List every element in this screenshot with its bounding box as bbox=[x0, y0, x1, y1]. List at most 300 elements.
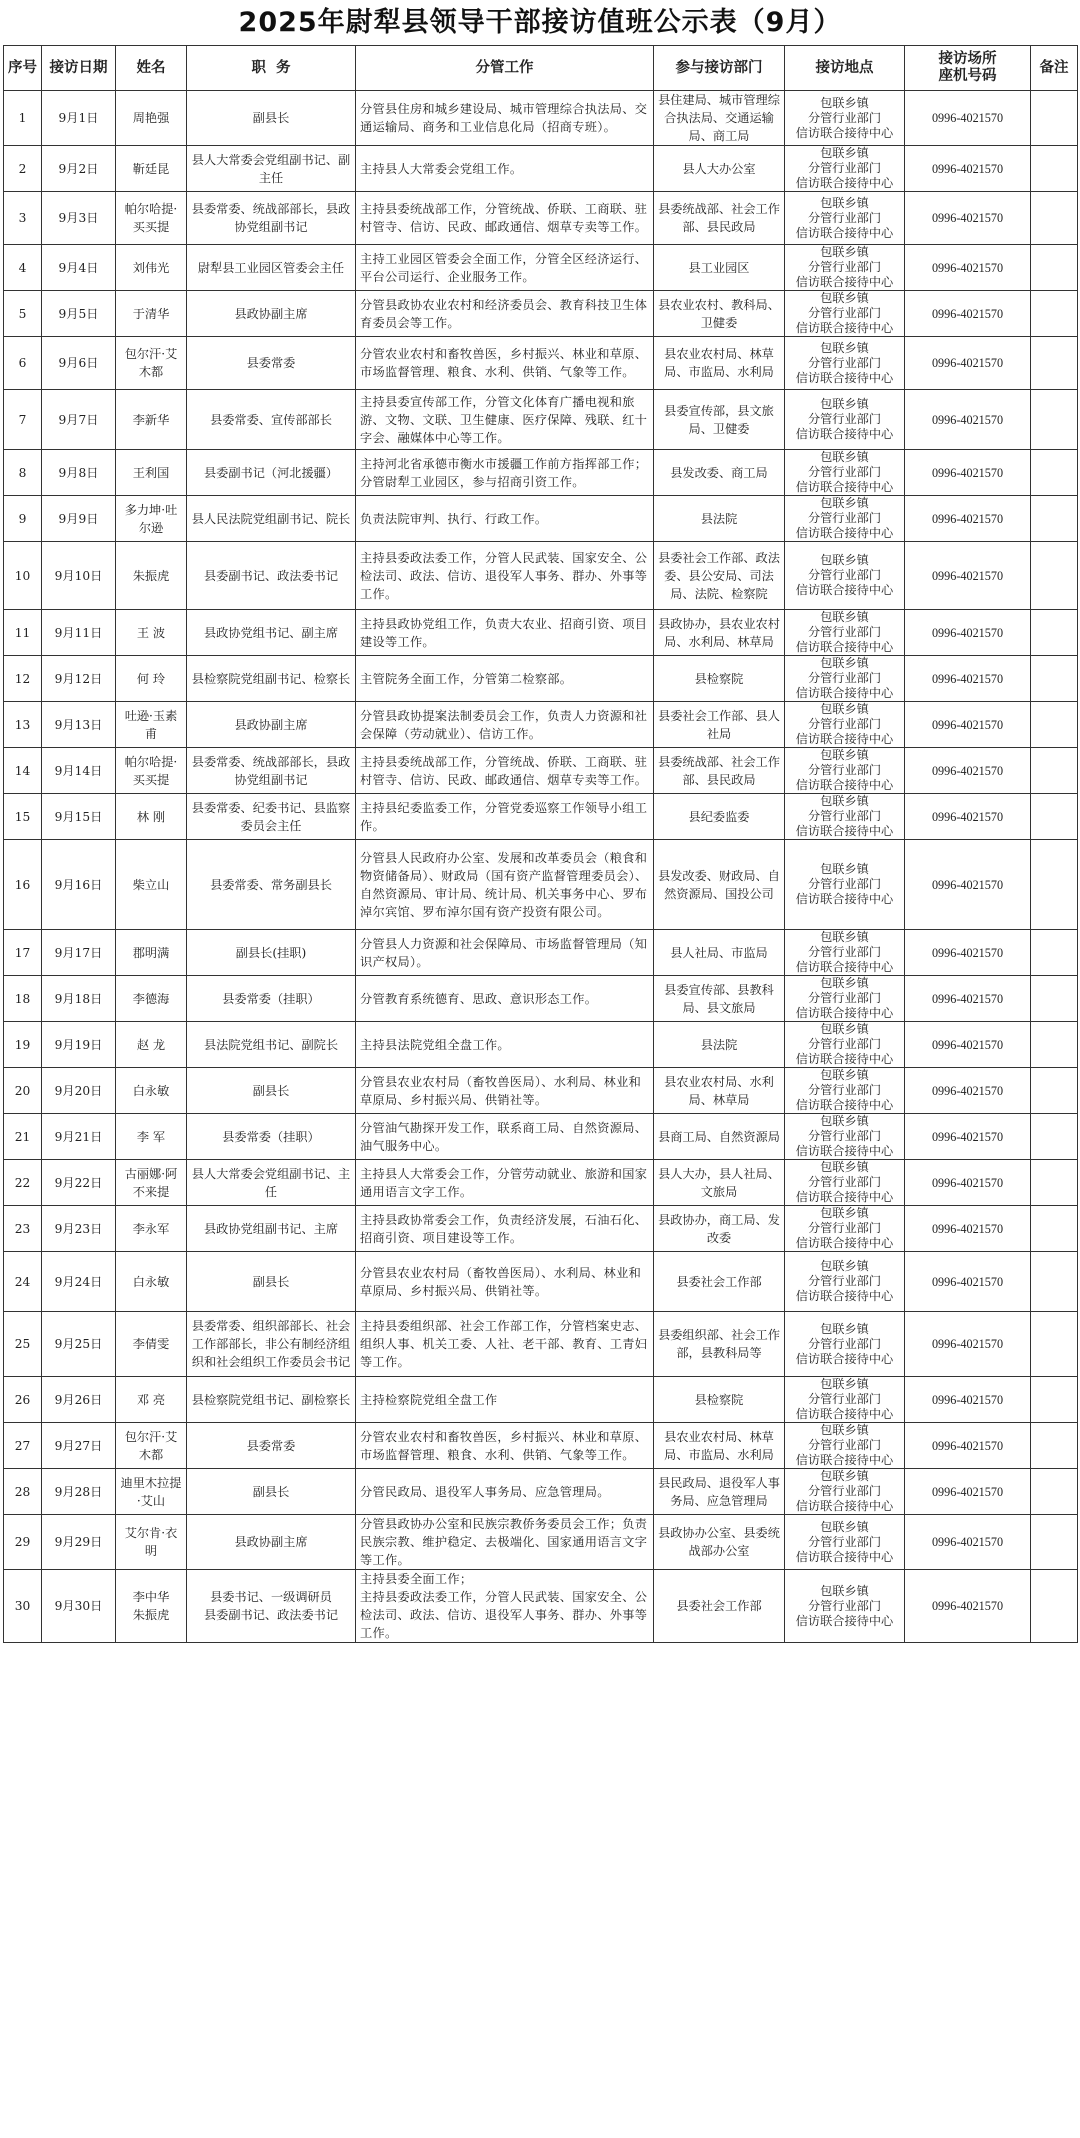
cell-phone: 0996-4021570 bbox=[905, 146, 1031, 192]
cell-name: 李德海 bbox=[116, 976, 187, 1022]
cell-phone: 0996-4021570 bbox=[905, 291, 1031, 337]
location-line: 信访联合接待中心 bbox=[795, 125, 894, 140]
cell-location bbox=[785, 450, 905, 496]
cell-phone: 0996-4021570 bbox=[905, 1377, 1031, 1423]
cell-name: 柴立山 bbox=[116, 840, 187, 930]
header-departments: 参与接访部门 bbox=[654, 46, 785, 91]
location-line: 包联乡镇 bbox=[820, 1377, 869, 1391]
cell-phone: 0996-4021570 bbox=[905, 1570, 1031, 1643]
location-line: 信访联合接待中心 bbox=[795, 732, 894, 746]
table-row bbox=[4, 91, 1078, 146]
cell-seq: 14 bbox=[4, 748, 42, 794]
location-line: 信访联合接待中心 bbox=[795, 686, 894, 700]
cell-phone: 0996-4021570 bbox=[905, 1022, 1031, 1068]
cell-position: 县委常委、宣传部部长 bbox=[187, 390, 356, 450]
cell-date: 9月29日 bbox=[42, 1515, 116, 1570]
cell-duties: 主持工业园区管委会全面工作，分管全区经济运行、平台公司运行、企业服务工作。 bbox=[356, 245, 654, 291]
cell-phone: 0996-4021570 bbox=[905, 1160, 1031, 1206]
cell-position: 县政协副主席 bbox=[187, 1515, 356, 1570]
cell-location bbox=[785, 1068, 905, 1114]
cell-date: 9月25日 bbox=[42, 1312, 116, 1377]
table-row bbox=[4, 245, 1078, 291]
location-line: 包联乡镇 bbox=[820, 1068, 869, 1082]
cell-departments: 县民政局、退役军人事务局、应急管理局 bbox=[654, 1469, 785, 1515]
location-line: 信访联合接待中心 bbox=[795, 1098, 894, 1112]
cell-phone: 0996-4021570 bbox=[905, 192, 1031, 245]
location-line: 包联乡镇 bbox=[820, 245, 869, 259]
location-line: 分管行业部门 bbox=[807, 1392, 882, 1406]
cell-date: 9月16日 bbox=[42, 840, 116, 930]
location-line: 包联乡镇 bbox=[820, 862, 869, 876]
cell-location bbox=[785, 1377, 905, 1423]
cell-location bbox=[785, 656, 905, 702]
cell-name: 李中华 朱振虎 bbox=[116, 1570, 187, 1643]
location-line: 分管行业部门 bbox=[807, 991, 882, 1005]
cell-seq: 3 bbox=[4, 192, 42, 245]
cell-position: 县委常委、组织部部长、社会工作部部长，非公有制经济组织和社会组织工作委员会书记 bbox=[187, 1312, 356, 1377]
location-line: 分管行业部门 bbox=[807, 110, 882, 125]
location-line: 信访联合接待中心 bbox=[795, 1453, 894, 1467]
cell-duties: 主持县政协常委会工作，负责经济发展，石油石化、招商引资、项目建设等工作。 bbox=[356, 1206, 654, 1252]
location-line: 信访联合接待中心 bbox=[795, 480, 894, 494]
location-line: 包联乡镇 bbox=[820, 656, 869, 670]
table-row bbox=[4, 496, 1078, 542]
location-line: 信访联合接待中心 bbox=[795, 370, 894, 385]
cell-position: 县政协党组副书记、主席 bbox=[187, 1206, 356, 1252]
cell-phone: 0996-4021570 bbox=[905, 337, 1031, 390]
cell-seq: 4 bbox=[4, 245, 42, 291]
table-row bbox=[4, 840, 1078, 930]
cell-departments: 县人社局、市监局 bbox=[654, 930, 785, 976]
cell-position: 县委书记、一级调研员 县委副书记、政法委书记 bbox=[187, 1570, 356, 1643]
location-line: 包联乡镇 bbox=[820, 496, 869, 510]
location-line: 分管行业部门 bbox=[807, 877, 882, 891]
cell-phone: 0996-4021570 bbox=[905, 794, 1031, 840]
table-row bbox=[4, 1022, 1078, 1068]
cell-phone: 0996-4021570 bbox=[905, 748, 1031, 794]
location-line: 分管行业部门 bbox=[807, 412, 882, 426]
cell-date: 9月30日 bbox=[42, 1570, 116, 1643]
table-row bbox=[4, 1377, 1078, 1423]
location-line: 包联乡镇 bbox=[820, 340, 869, 355]
cell-departments: 县政协办，商工局、发改委 bbox=[654, 1206, 785, 1252]
cell-departments: 县人大办公室 bbox=[654, 146, 785, 192]
cell-name: 李 军 bbox=[116, 1114, 187, 1160]
cell-remarks bbox=[1031, 450, 1078, 496]
cell-date: 9月3日 bbox=[42, 192, 116, 245]
cell-name: 王 波 bbox=[116, 610, 187, 656]
cell-location bbox=[785, 91, 905, 146]
location-line: 信访联合接待中心 bbox=[795, 640, 894, 654]
table-row bbox=[4, 610, 1078, 656]
cell-departments: 县委社会工作部、政法委、县公安局、司法局、法院、检察院 bbox=[654, 542, 785, 610]
location-line: 分管行业部门 bbox=[807, 355, 882, 370]
cell-seq: 17 bbox=[4, 930, 42, 976]
cell-date: 9月26日 bbox=[42, 1377, 116, 1423]
cell-duties: 主管院务全面工作，分管第二检察部。 bbox=[356, 656, 654, 702]
cell-date: 9月9日 bbox=[42, 496, 116, 542]
cell-duties: 主持县政协党组工作，负责大农业、招商引资、项目建设等工作。 bbox=[356, 610, 654, 656]
cell-location bbox=[785, 245, 905, 291]
location-line: 包联乡镇 bbox=[820, 1469, 869, 1483]
header-location: 接访地点 bbox=[785, 46, 905, 91]
cell-location bbox=[785, 748, 905, 794]
cell-name: 艾尔肯·衣明 bbox=[116, 1515, 187, 1570]
cell-location bbox=[785, 1114, 905, 1160]
cell-duties: 主持检察院党组全盘工作 bbox=[356, 1377, 654, 1423]
cell-name: 吐逊·玉素甫 bbox=[116, 702, 187, 748]
cell-duties: 分管油气勘探开发工作，联系商工局、自然资源局、油气服务中心。 bbox=[356, 1114, 654, 1160]
location-line: 信访联合接待中心 bbox=[795, 427, 894, 441]
cell-remarks bbox=[1031, 1377, 1078, 1423]
cell-seq: 23 bbox=[4, 1206, 42, 1252]
table-row bbox=[4, 976, 1078, 1022]
cell-name: 迪里木拉提·艾山 bbox=[116, 1469, 187, 1515]
cell-position: 尉犁县工业园区管委会主任 bbox=[187, 245, 356, 291]
cell-date: 9月14日 bbox=[42, 748, 116, 794]
cell-remarks bbox=[1031, 748, 1078, 794]
location-line: 信访联合接待中心 bbox=[795, 1236, 894, 1250]
cell-remarks bbox=[1031, 1423, 1078, 1469]
cell-date: 9月7日 bbox=[42, 390, 116, 450]
cell-date: 9月17日 bbox=[42, 930, 116, 976]
cell-remarks bbox=[1031, 245, 1078, 291]
cell-position: 县政协党组书记、副主席 bbox=[187, 610, 356, 656]
cell-seq: 25 bbox=[4, 1312, 42, 1377]
cell-remarks bbox=[1031, 91, 1078, 146]
cell-duties: 主持县人大常委会党组工作。 bbox=[356, 146, 654, 192]
table-row bbox=[4, 1206, 1078, 1252]
header-seq: 序号 bbox=[4, 46, 42, 91]
cell-location bbox=[785, 1312, 905, 1377]
cell-name: 何 玲 bbox=[116, 656, 187, 702]
location-line: 包联乡镇 bbox=[820, 1206, 869, 1220]
cell-remarks bbox=[1031, 1206, 1078, 1252]
cell-date: 9月6日 bbox=[42, 337, 116, 390]
cell-duties: 主持县委组织部、社会工作部工作，分管档案史志、组织人事、机关工委、人社、老干部、教育、工青妇等工作。 bbox=[356, 1312, 654, 1377]
location-line: 分管行业部门 bbox=[807, 568, 882, 582]
location-line: 包联乡镇 bbox=[820, 1583, 869, 1598]
cell-name: 包尔汗·艾木都 bbox=[116, 337, 187, 390]
cell-position: 副县长 bbox=[187, 1469, 356, 1515]
table-row bbox=[4, 1068, 1078, 1114]
cell-remarks bbox=[1031, 1312, 1078, 1377]
location-line: 分管行业部门 bbox=[807, 809, 882, 823]
cell-location bbox=[785, 496, 905, 542]
location-line: 信访联合接待中心 bbox=[795, 583, 894, 597]
cell-remarks bbox=[1031, 1252, 1078, 1312]
location-line: 分管行业部门 bbox=[807, 511, 882, 525]
location-line: 信访联合接待中心 bbox=[795, 225, 894, 240]
cell-position: 县委常委、常务副县长 bbox=[187, 840, 356, 930]
table-row bbox=[4, 794, 1078, 840]
cell-remarks bbox=[1031, 146, 1078, 192]
cell-position: 县人大常委会党组副书记、副主任 bbox=[187, 146, 356, 192]
cell-seq: 1 bbox=[4, 91, 42, 146]
location-line: 包联乡镇 bbox=[820, 794, 869, 808]
cell-location bbox=[785, 192, 905, 245]
cell-name: 白永敏 bbox=[116, 1252, 187, 1312]
cell-location bbox=[785, 291, 905, 337]
cell-name: 于清华 bbox=[116, 291, 187, 337]
location-line: 信访联合接待中心 bbox=[795, 1006, 894, 1020]
cell-name: 刘伟光 bbox=[116, 245, 187, 291]
cell-duties: 分管县政协办公室和民族宗教侨务委员会工作；负责民族宗教、维护稳定、去极端化、国家通用语言文字等工作。 bbox=[356, 1515, 654, 1570]
cell-position: 副县长 bbox=[187, 91, 356, 146]
cell-duties: 主持县人大常委会工作，分管劳动就业、旅游和国家通用语言文字工作。 bbox=[356, 1160, 654, 1206]
cell-seq: 30 bbox=[4, 1570, 42, 1643]
location-line: 分管行业部门 bbox=[807, 306, 882, 320]
cell-phone: 0996-4021570 bbox=[905, 1423, 1031, 1469]
table-row bbox=[4, 748, 1078, 794]
location-line: 分管行业部门 bbox=[807, 1129, 882, 1143]
cell-departments: 县发改委、财政局、自然资源局、国投公司 bbox=[654, 840, 785, 930]
table-row bbox=[4, 146, 1078, 192]
cell-position: 县委常委、统战部部长，县政协党组副书记 bbox=[187, 192, 356, 245]
table-row bbox=[4, 192, 1078, 245]
table-row bbox=[4, 1312, 1078, 1377]
cell-phone: 0996-4021570 bbox=[905, 840, 1031, 930]
cell-phone: 0996-4021570 bbox=[905, 542, 1031, 610]
cell-name: 帕尔哈提·买买提 bbox=[116, 192, 187, 245]
cell-date: 9月4日 bbox=[42, 245, 116, 291]
cell-location bbox=[785, 976, 905, 1022]
cell-phone: 0996-4021570 bbox=[905, 1068, 1031, 1114]
cell-seq: 10 bbox=[4, 542, 42, 610]
location-line: 包联乡镇 bbox=[820, 1321, 869, 1336]
cell-position: 县委常委 bbox=[187, 1423, 356, 1469]
location-line: 分管行业部门 bbox=[807, 1037, 882, 1051]
table-row bbox=[4, 656, 1078, 702]
cell-seq: 7 bbox=[4, 390, 42, 450]
location-line: 包联乡镇 bbox=[820, 1519, 869, 1534]
cell-departments: 县人大办，县人社局、文旅局 bbox=[654, 1160, 785, 1206]
cell-duties: 主持县委统战部工作，分管统战、侨联、工商联、驻村管寺、信访、民政、邮政通信、烟草专卖等工作。 bbox=[356, 192, 654, 245]
cell-seq: 8 bbox=[4, 450, 42, 496]
cell-location bbox=[785, 610, 905, 656]
cell-duties: 分管县人民政府办公室、发展和改革委员会（粮食和物资储备局）、财政局（国有资产监督管理委员会）、自然资源局、审计局、统计局、机关事务中心、罗布淖尔宾馆、罗布淖尔国有资产投资有限公司。 bbox=[356, 840, 654, 930]
cell-seq: 22 bbox=[4, 1160, 42, 1206]
location-line: 包联乡镇 bbox=[820, 702, 869, 716]
cell-location bbox=[785, 1423, 905, 1469]
cell-location bbox=[785, 390, 905, 450]
table-row bbox=[4, 1570, 1078, 1643]
cell-departments: 县委宣传部，县文旅局、卫健委 bbox=[654, 390, 785, 450]
cell-seq: 19 bbox=[4, 1022, 42, 1068]
cell-duties: 主持县纪委监委工作，分管党委巡察工作领导小组工作。 bbox=[356, 794, 654, 840]
cell-departments: 县工业园区 bbox=[654, 245, 785, 291]
cell-departments: 县住建局、城市管理综合执法局、交通运输局、商工局 bbox=[654, 91, 785, 146]
cell-location bbox=[785, 146, 905, 192]
cell-phone: 0996-4021570 bbox=[905, 1515, 1031, 1570]
cell-date: 9月5日 bbox=[42, 291, 116, 337]
header-name: 姓名 bbox=[116, 46, 187, 91]
cell-seq: 24 bbox=[4, 1252, 42, 1312]
cell-duties: 分管农业农村和畜牧兽医，乡村振兴、林业和草原、市场监督管理、粮食、水利、供销、气象等工作。 bbox=[356, 1423, 654, 1469]
location-line: 分管行业部门 bbox=[807, 1336, 882, 1351]
cell-duties: 分管教育系统德育、思政、意识形态工作。 bbox=[356, 976, 654, 1022]
cell-date: 9月1日 bbox=[42, 91, 116, 146]
cell-remarks bbox=[1031, 291, 1078, 337]
location-line: 信访联合接待中心 bbox=[795, 526, 894, 540]
table-row bbox=[4, 450, 1078, 496]
location-line: 分管行业部门 bbox=[807, 625, 882, 639]
cell-duties: 分管民政局、退役军人事务局、应急管理局。 bbox=[356, 1469, 654, 1515]
cell-duties: 负责法院审判、执行、行政工作。 bbox=[356, 496, 654, 542]
location-line: 包联乡镇 bbox=[820, 195, 869, 210]
location-line: 包联乡镇 bbox=[820, 610, 869, 624]
cell-remarks bbox=[1031, 1469, 1078, 1515]
location-line: 包联乡镇 bbox=[820, 1423, 869, 1437]
location-line: 分管行业部门 bbox=[807, 465, 882, 479]
location-line: 信访联合接待中心 bbox=[795, 824, 894, 838]
header-phone-line2: 座机号码 bbox=[938, 68, 997, 84]
location-line: 信访联合接待中心 bbox=[795, 892, 894, 906]
location-line: 信访联合接待中心 bbox=[795, 1499, 894, 1513]
cell-seq: 26 bbox=[4, 1377, 42, 1423]
cell-duties: 主持县委宣传部工作，分管文化体育广播电视和旅游、文物、文联、卫生健康、医疗保障、残联、红十字会、融媒体中心等工作。 bbox=[356, 390, 654, 450]
cell-seq: 20 bbox=[4, 1068, 42, 1114]
location-line: 信访联合接待中心 bbox=[795, 321, 894, 335]
cell-seq: 18 bbox=[4, 976, 42, 1022]
cell-seq: 28 bbox=[4, 1469, 42, 1515]
location-line: 包联乡镇 bbox=[820, 1022, 869, 1036]
cell-date: 9月20日 bbox=[42, 1068, 116, 1114]
cell-duties: 分管县农业农村局（畜牧兽医局）、水利局、林业和草原局、乡村振兴局、供销社等。 bbox=[356, 1068, 654, 1114]
cell-departments: 县委宣传部、县教科局、县文旅局 bbox=[654, 976, 785, 1022]
cell-departments: 县委社会工作部 bbox=[654, 1252, 785, 1312]
cell-remarks bbox=[1031, 1515, 1078, 1570]
cell-date: 9月27日 bbox=[42, 1423, 116, 1469]
location-line: 分管行业部门 bbox=[807, 717, 882, 731]
cell-phone: 0996-4021570 bbox=[905, 91, 1031, 146]
cell-departments: 县发改委、商工局 bbox=[654, 450, 785, 496]
cell-name: 李新华 bbox=[116, 390, 187, 450]
location-line: 分管行业部门 bbox=[807, 260, 882, 274]
cell-departments: 县政协办，县农业农村局、水利局、林草局 bbox=[654, 610, 785, 656]
cell-location bbox=[785, 1206, 905, 1252]
cell-position: 县检察院党组副书记、检察长 bbox=[187, 656, 356, 702]
cell-location bbox=[785, 930, 905, 976]
cell-seq: 21 bbox=[4, 1114, 42, 1160]
table-body bbox=[4, 91, 1078, 1643]
location-line: 信访联合接待中心 bbox=[795, 1613, 894, 1628]
table-header-row bbox=[4, 46, 1078, 91]
cell-seq: 2 bbox=[4, 146, 42, 192]
cell-date: 9月13日 bbox=[42, 702, 116, 748]
cell-remarks bbox=[1031, 390, 1078, 450]
cell-duties: 分管县人力资源和社会保障局、市场监督管理局（知识产权局）。 bbox=[356, 930, 654, 976]
cell-date: 9月24日 bbox=[42, 1252, 116, 1312]
location-line: 信访联合接待中心 bbox=[795, 960, 894, 974]
cell-remarks bbox=[1031, 976, 1078, 1022]
cell-remarks bbox=[1031, 794, 1078, 840]
cell-location bbox=[785, 840, 905, 930]
location-line: 分管行业部门 bbox=[807, 1598, 882, 1613]
location-line: 信访联合接待中心 bbox=[795, 1190, 894, 1204]
cell-remarks bbox=[1031, 1160, 1078, 1206]
location-line: 包联乡镇 bbox=[820, 146, 869, 160]
cell-remarks bbox=[1031, 192, 1078, 245]
location-line: 包联乡镇 bbox=[820, 291, 869, 305]
cell-duties: 分管县农业农村局（畜牧兽医局）、水利局、林业和草原局、乡村振兴局、供销社等。 bbox=[356, 1252, 654, 1312]
cell-departments: 县商工局、自然资源局 bbox=[654, 1114, 785, 1160]
location-line: 信访联合接待中心 bbox=[795, 1351, 894, 1366]
cell-phone: 0996-4021570 bbox=[905, 1114, 1031, 1160]
cell-departments: 县检察院 bbox=[654, 656, 785, 702]
cell-position: 副县长 bbox=[187, 1252, 356, 1312]
cell-duties: 分管县政协提案法制委员会工作，负责人力资源和社会保障（劳动就业）、信访工作。 bbox=[356, 702, 654, 748]
cell-departments: 县农业农村局、林草局、市监局、水利局 bbox=[654, 1423, 785, 1469]
location-line: 分管行业部门 bbox=[807, 1274, 882, 1288]
table-row bbox=[4, 1515, 1078, 1570]
cell-name: 赵 龙 bbox=[116, 1022, 187, 1068]
cell-date: 9月11日 bbox=[42, 610, 116, 656]
cell-departments: 县法院 bbox=[654, 1022, 785, 1068]
cell-departments: 县委统战部、社会工作部、县民政局 bbox=[654, 748, 785, 794]
location-line: 分管行业部门 bbox=[807, 1221, 882, 1235]
location-line: 信访联合接待中心 bbox=[795, 1549, 894, 1564]
cell-seq: 16 bbox=[4, 840, 42, 930]
cell-seq: 9 bbox=[4, 496, 42, 542]
cell-date: 9月10日 bbox=[42, 542, 116, 610]
cell-phone: 0996-4021570 bbox=[905, 610, 1031, 656]
cell-remarks bbox=[1031, 337, 1078, 390]
cell-position: 县检察院党组书记、副检察长 bbox=[187, 1377, 356, 1423]
cell-position: 县委常委、统战部部长，县政协党组副书记 bbox=[187, 748, 356, 794]
table-row bbox=[4, 1469, 1078, 1515]
cell-phone: 0996-4021570 bbox=[905, 245, 1031, 291]
location-line: 信访联合接待中心 bbox=[795, 176, 894, 190]
cell-duties: 分管农业农村和畜牧兽医，乡村振兴、林业和草原、市场监督管理、粮食、水利、供销、气象等工作。 bbox=[356, 337, 654, 390]
cell-date: 9月2日 bbox=[42, 146, 116, 192]
cell-name: 帕尔哈提·买买提 bbox=[116, 748, 187, 794]
location-line: 包联乡镇 bbox=[820, 95, 869, 110]
cell-seq: 11 bbox=[4, 610, 42, 656]
cell-location bbox=[785, 1515, 905, 1570]
cell-remarks bbox=[1031, 930, 1078, 976]
cell-departments: 县委统战部、社会工作部、县民政局 bbox=[654, 192, 785, 245]
location-line: 分管行业部门 bbox=[807, 1534, 882, 1549]
cell-name: 王利国 bbox=[116, 450, 187, 496]
cell-name: 古丽娜·阿不来提 bbox=[116, 1160, 187, 1206]
page-title: 2025年尉犁县领导干部接访值班公示表（9月） bbox=[238, 7, 842, 38]
cell-duties: 主持县委统战部工作，分管统战、侨联、工商联、驻村管寺、信访、民政、邮政通信、烟草专卖等工作。 bbox=[356, 748, 654, 794]
header-position bbox=[187, 46, 356, 91]
cell-duties: 主持河北省承德市衡水市援疆工作前方指挥部工作；分管尉犁工业园区，参与招商引资工作。 bbox=[356, 450, 654, 496]
cell-location bbox=[785, 337, 905, 390]
cell-date: 9月22日 bbox=[42, 1160, 116, 1206]
location-line: 信访联合接待中心 bbox=[795, 778, 894, 792]
cell-location bbox=[785, 1252, 905, 1312]
cell-seq: 5 bbox=[4, 291, 42, 337]
duty-table bbox=[3, 45, 1078, 1643]
cell-name: 白永敏 bbox=[116, 1068, 187, 1114]
table-row bbox=[4, 291, 1078, 337]
cell-phone: 0996-4021570 bbox=[905, 496, 1031, 542]
location-line: 信访联合接待中心 bbox=[795, 1407, 894, 1421]
cell-date: 9月15日 bbox=[42, 794, 116, 840]
cell-phone: 0996-4021570 bbox=[905, 1312, 1031, 1377]
cell-position: 县政协副主席 bbox=[187, 702, 356, 748]
cell-position: 县政协副主席 bbox=[187, 291, 356, 337]
location-line: 分管行业部门 bbox=[807, 671, 882, 685]
cell-position: 县委常委（挂职） bbox=[187, 1114, 356, 1160]
cell-remarks bbox=[1031, 1022, 1078, 1068]
cell-remarks bbox=[1031, 610, 1078, 656]
cell-seq: 6 bbox=[4, 337, 42, 390]
cell-remarks bbox=[1031, 1114, 1078, 1160]
